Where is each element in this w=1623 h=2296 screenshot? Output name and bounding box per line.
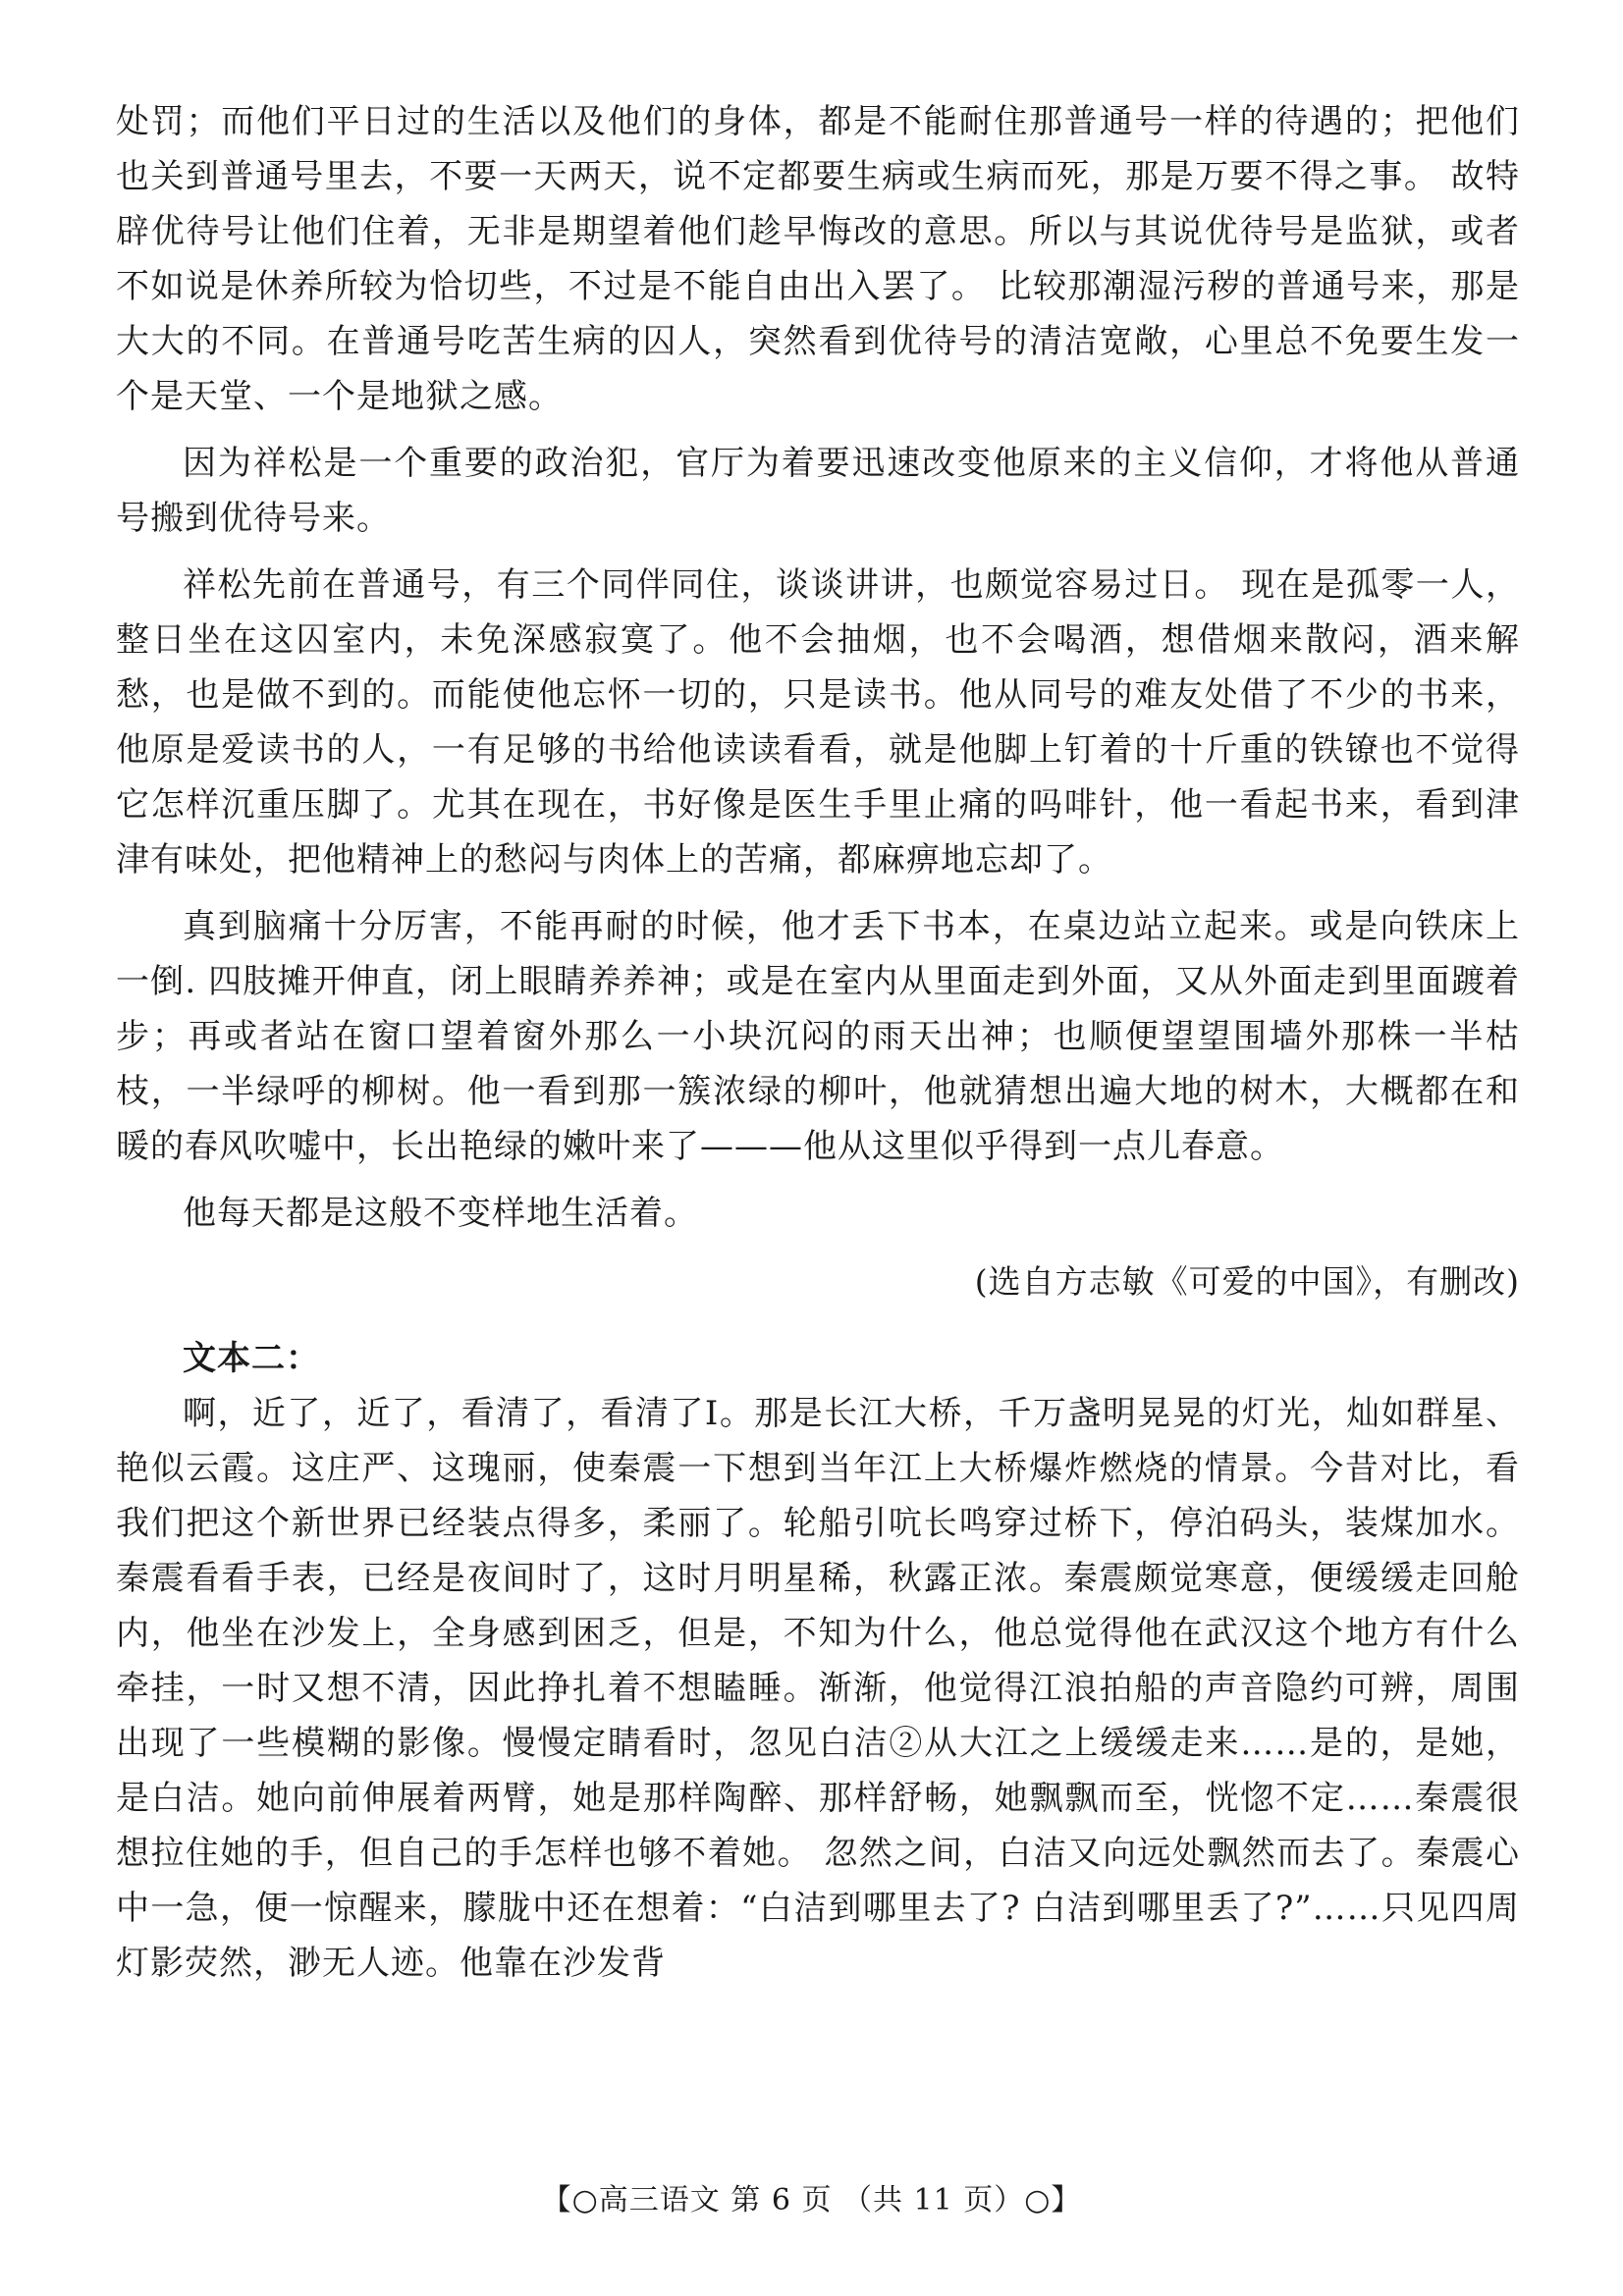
text1-paragraph-3: 祥松先前在普通号，有三个同伴同住，谈谈讲讲，也颇觉容易过日。 现在是孤零一人，整日坐在这囚室内，未免深感寂寞了。他不会抽烟，也不会喝酒，想借烟来散闷，酒来解愁，也是做不到的。而能使他忘怀一切的，只是读书。他从同号的难友处借了不少的书来，他原是爱读书的人，一有足够的书给他读读看看，就是他脚上钉着的十斤重的铁镣也不觉得它怎样沉重压脚了。尤其在现在，书好像是医生手里止痛的吗啡针，他一看起书来，看到津津有味处，把他精神上的愁闷与肉体上的苦痛，都麻痹地忘却了。 [116,565,1520,880]
text1-paragraph-5: 他每天都是这般不变样地生活着。 [183,1194,698,1233]
page-body [116,94,1520,1991]
page-footer: 【○高三语文 第 6 页 （共 11 页）○】 [541,2183,1082,2217]
text2-paragraph: 啊，近了，近了，看清了，看清了Ⅰ。那是长江大桥，千万盏明晃晃的灯光，灿如群星、艳似云霞。这庄严、这瑰丽，使秦震一下想到当年江上大桥爆炸燃烧的情景。今昔对比，看我们把这个新世界已经装点得多，柔丽了。轮船引吭长鸣穿过桥下，停泊码头，装煤加水。秦震看看手表，已经是夜间时了，这时月明星稀，秋露正浓。秦震颇觉寒意，便缓缓走回舱内，他坐在沙发上，全身感到困乏，但是，不知为什么，他总觉得他在武汉这个地方有什么牵挂，一时又想不清，因此挣扎着不想瞌睡。渐渐，他觉得江浪拍船的声音隐约可辨，周围出现了一些模糊的影像。慢慢定睛看时，忽见白洁②从大江之上缓缓走来……是的，是她，是白洁。她向前伸展着两臂，她是那样陶醉、那样舒畅，她飘飘而至，恍惚不定……秦震很想拉住她的手，但自己的手怎样也够不着她。 忽然之间，白洁又向远处飘然而去了。秦震心中一急，便一惊醒来，朦胧中还在想着：“白洁到哪里去了? 白洁到哪里丢了?”……只见四周灯影荧然，渺无人迹。他靠在沙发背 [116,1394,1520,1983]
text1-source-citation: (选自方志敏《可爱的中国》，有删改) [974,1262,1520,1301]
text1-paragraph-2: 因为祥松是一个重要的政治犯，官厅为着要迅速改变他原来的主义信仰，才将他从普通号搬到优待号来。 [116,444,1520,538]
text1-paragraph-1: 处罚；而他们平日过的生活以及他们的身体，都是不能耐住那普通号一样的待遇的；把他们也关到普通号里去，不要一天两天，说不定都要生病或生病而死，那是万要不得之事。 故特辟优待号让他们住着，无非是期望着他们趁早悔改的意思。所以与其说优待号是监狱，或者不如说是休养所较为恰切些，不过是不能自由出入罢了。 比较那潮湿污秽的普通号来，那是大大的不同。在普通号吃苦生病的囚人，突然看到优待号的清洁宽敞，心里总不免要生发一个是天堂、一个是地狱之感。 [116,102,1520,416]
text2-heading: 文本二： [183,1339,320,1378]
text1-paragraph-4: 真到脑痛十分厉害，不能再耐的时候，他才丢下书本，在桌边站立起来。或是向铁床上一倒. 四肢摊开伸直，闭上眼睛养养神；或是在室内从里面走到外面，又从外面走到里面踱着步；再或者站在窗口望着窗外那么一小块沉闷的雨天出神；也顺便望望围墙外那株一半枯枝，一半绿呼的柳树。他一看到那一簇浓绿的柳叶，他就猜想出遍大地的树木，大概都在和暖的春风吹嘘中，长出艳绿的嫩叶来了———他从这里似乎得到一点儿春意。 [116,907,1520,1166]
